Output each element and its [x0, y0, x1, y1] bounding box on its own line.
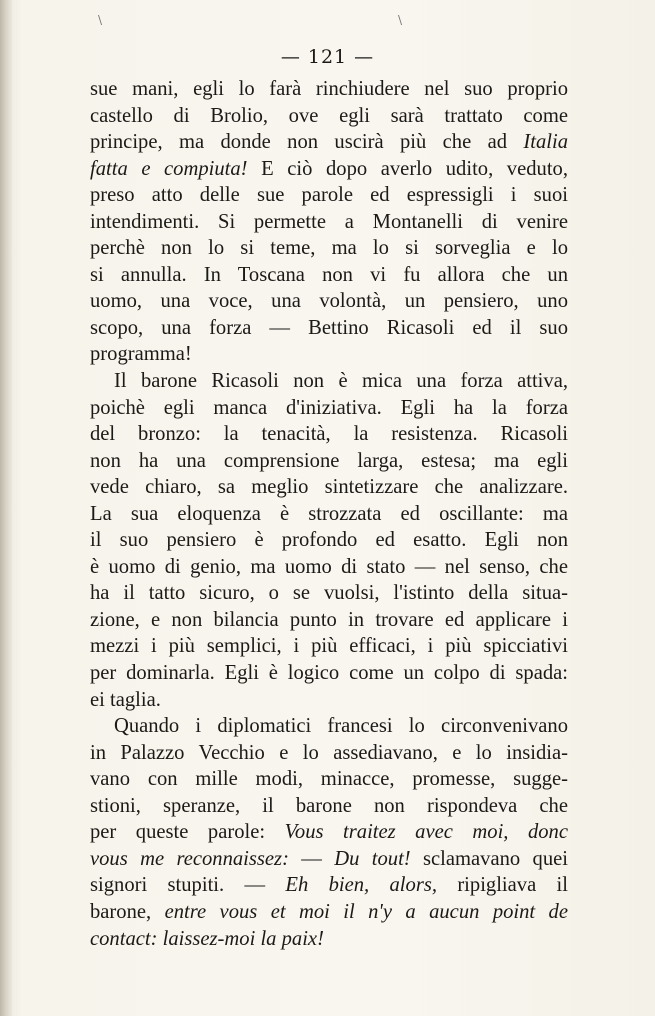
text-line: ei taglia. [90, 688, 161, 711]
text-line: in Palazzo Vecchio e lo assediavano, e lo insidia- [90, 741, 568, 764]
text-line: poichè egli manca d'iniziativa. Egli ha la forza [90, 396, 568, 419]
text-line: non ha una comprensione larga, estesa; ma egli [90, 449, 568, 472]
text-line: del bronzo: la tenacità, la resistenza. Ricasoli [90, 423, 568, 446]
text-line: per dominarla. Egli è logico come un colpo di spada: [90, 662, 568, 685]
page-binding-edge [0, 0, 12, 1016]
text-line: perchè non lo si teme, ma lo si sorveglia e lo [90, 237, 568, 260]
text-line [90, 926, 568, 953]
text-line-content: principe, ma donde non uscirà più che ad Italia [90, 131, 568, 154]
text-line: scopo, una forza — Bettino Ricasoli ed il suo [90, 316, 568, 339]
paper-speck: \ [98, 13, 103, 27]
paper-speck: \ [398, 13, 403, 27]
text-line: stioni, speranze, il barone non rispondeva che [90, 794, 568, 817]
text-line: programma! [90, 343, 192, 366]
text-line-content: signori stupiti. — Eh bien, alors, ripigliava il [90, 874, 568, 897]
text-line: Il barone Ricasoli non è mica una forza attiva, [114, 370, 568, 393]
text-line: Quando i diplomatici francesi lo circonvenivano [114, 715, 568, 738]
text-line: castello di Brolio, ove egli sarà trattato come [90, 104, 568, 127]
text-line [90, 846, 568, 873]
text-line: vano con mille modi, minacce, promesse, sugge- [90, 768, 568, 791]
text-line-content: barone, entre vous et moi il n'y a aucun point de [90, 900, 568, 923]
text-line: mezzi i più semplici, i più efficaci, i più spicciativi [90, 635, 568, 658]
text-line [90, 819, 568, 846]
text-line: La sua eloquenza è strozzata ed oscillante: ma [90, 502, 568, 525]
text-line: il suo pensiero è profondo ed esatto. Egli non [90, 529, 568, 552]
text-line [90, 872, 568, 899]
text-line-content: fatta e compiuta! E ciò dopo averlo udito, veduto, [90, 157, 568, 180]
text-line: si annulla. In Toscana non vi fu allora che un [90, 263, 568, 286]
text-line: sue mani, egli lo farà rinchiudere nel suo proprio [90, 78, 568, 100]
text-line-content: vous me reconnaissez: — Du tout! sclamavano quei [90, 847, 568, 870]
text-line [90, 129, 568, 156]
text-line: zione, e non bilancia punto in trovare ed applicare i [90, 608, 568, 631]
text-line: uomo, una voce, una volontà, un pensiero, uno [90, 290, 568, 313]
text-line: ha il tatto sicuro, o se vuolsi, l'istinto della situa- [90, 582, 568, 605]
text-line-content: contact: laissez-moi la paix! [90, 927, 324, 950]
text-line: vede chiaro, sa meglio sintetizzare che analizzare. [90, 476, 568, 499]
text-line-content: per queste parole: Vous traitez avec moi, donc [90, 821, 568, 844]
page-number: — 121 — [280, 46, 375, 68]
text-line: è uomo di genio, ma uomo di stato — nel senso, che [90, 555, 568, 578]
body-text [90, 76, 568, 952]
text-line: preso atto delle sue parole ed espressigli i suoi [90, 184, 568, 207]
text-line: intendimenti. Si permette a Montanelli di venire [90, 210, 568, 233]
text-line [90, 899, 568, 926]
text-line [90, 156, 568, 183]
